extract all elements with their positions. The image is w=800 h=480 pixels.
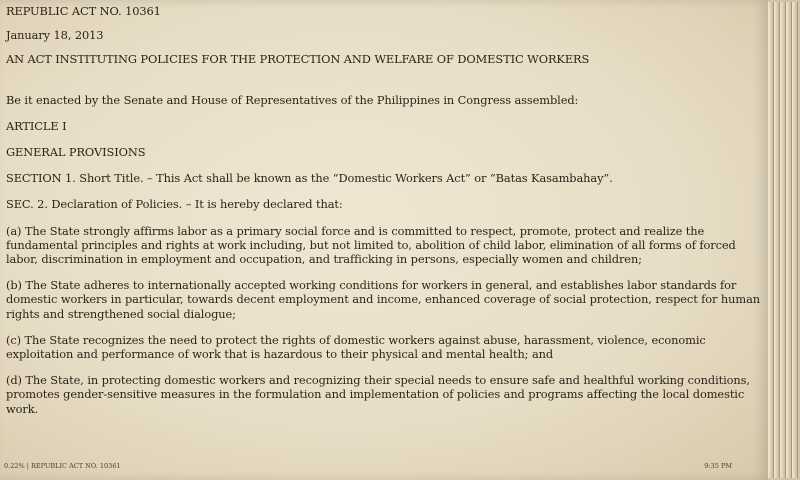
enacting-clause: Be it enacted by the Senate and House of Representatives of the Philippines in Congress assembled:	[6, 92, 579, 107]
policy-d: (d) The State, in protecting domestic workers and recognizing their special needs to ensure safe and healthful working conditions, promotes gender-sensitive measures in the formulation and implementation of policies and programs affecting the local domestic work.	[6, 373, 750, 416]
act-number: REPUBLIC ACT NO. 10361	[6, 4, 161, 18]
footer-left: 0.22% | REPUBLIC ACT NO. 10361	[4, 462, 121, 470]
policy-a: (a) The State strongly affirms labor as a primary social force and is committed to respect, promote, protect and realize the fundamental principles and rights at work including, but not limited to, abolition of child labor, elimination of all forms of forced labor, discrimination in employment and occupation, and trafficking in persons, especially women and children;	[6, 223, 736, 267]
section-1: SECTION 1. Short Title. – This Act shall be known as the “Domestic Workers Act” or “Batas Kasambahay”.	[6, 171, 613, 186]
reading-progress: 0.22%	[4, 462, 25, 470]
act-title: AN ACT INSTITUTING POLICIES FOR THE PROTECTION AND WELFARE OF DOMESTIC WORKERS	[6, 52, 590, 67]
page-stack-edges[interactable]	[768, 0, 800, 480]
footer-title: REPUBLIC ACT NO. 10361	[31, 462, 121, 470]
policy-c: (c) The State recognizes the need to protect the rights of domestic workers against abuse, harassment, violence, economic exploitation and performance of work that is hazardous to their physical and mental health; and	[6, 332, 706, 362]
policy-b: (b) The State adheres to internationally accepted working conditions for workers in general, and establishes labor standards for domestic workers in particular, towards decent employment and income, enhanced coverage of social protection, respect for human rights and strengthened social dialogue;	[6, 278, 761, 321]
article-heading: ARTICLE I	[6, 118, 67, 133]
clock: 9:35 PM	[704, 462, 732, 470]
article-title: GENERAL PROVISIONS	[6, 145, 146, 160]
status-footer	[4, 462, 732, 470]
act-date: January 18, 2013	[6, 28, 104, 43]
section-2: SEC. 2. Declaration of Policies. – It is hereby declared that:	[6, 197, 343, 212]
document-text	[6, 4, 762, 428]
page-edge	[792, 2, 798, 478]
